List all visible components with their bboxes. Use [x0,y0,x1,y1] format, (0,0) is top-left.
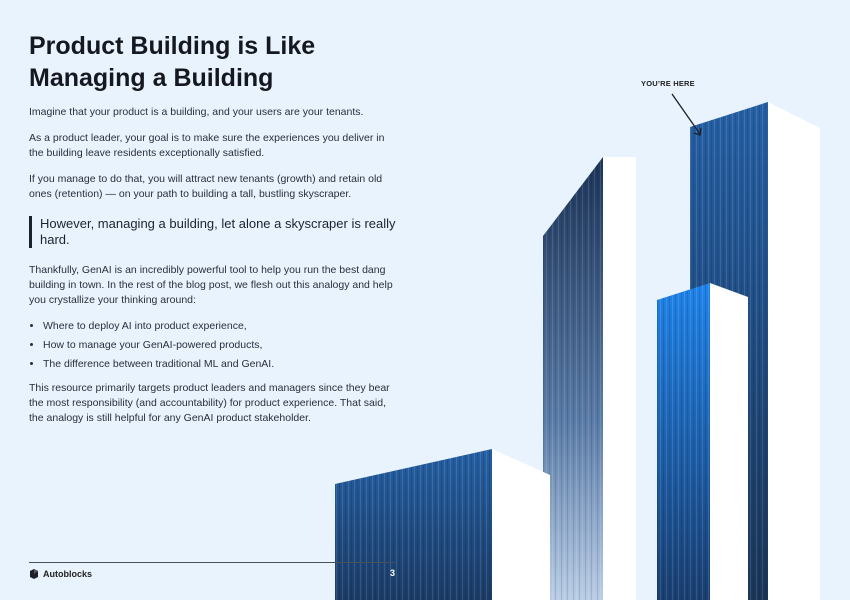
article-body [29,105,399,437]
list-item: • Where to deploy AI into product experience, [43,319,399,334]
paragraph: Imagine that your product is a building, and your users are your tenants. [29,106,364,118]
building-front-right [657,283,748,600]
footer-logo [29,569,92,579]
bullet-list [29,319,399,372]
list-item: • The difference between traditional ML and GenAI. [43,357,399,372]
page-title: Product Building is Like Managing a Building [29,32,316,92]
brand-name: Autoblocks [43,569,93,579]
autoblocks-logo-icon [29,569,39,579]
list-item: • How to manage your GenAI-powered products, [43,338,399,353]
building-left [335,449,550,600]
building-middle [543,157,636,600]
paragraph: This resource primarily targets product leaders and managers since they bear the most responsibility (and accountability) for product experience. That said, the analogy is still helpful for any GenAI product stakeholder. [29,382,390,424]
paragraph: Thankfully, GenAI is an incredibly powerful tool to help you run the best dang building in town. In the rest of the blog post, we flesh out this analogy and help you crystallize your thinking around: [29,264,393,306]
paragraph: As a product leader, your goal is to make sure the experiences you deliver in the building leave residents exceptionally satisfied. [29,132,385,159]
pull-quote: However, managing a building, let alone a skyscraper is really hard. [29,216,399,248]
arrow-icon [672,94,701,135]
paragraph: If you manage to do that, you will attract new tenants (growth) and retain old ones (retention) — on your path to building a tall, bustling skyscraper. [29,173,383,200]
footer-divider [29,562,395,563]
page-number: 3 [390,568,396,578]
youre-here-label: YOU’RE HERE [641,79,695,88]
